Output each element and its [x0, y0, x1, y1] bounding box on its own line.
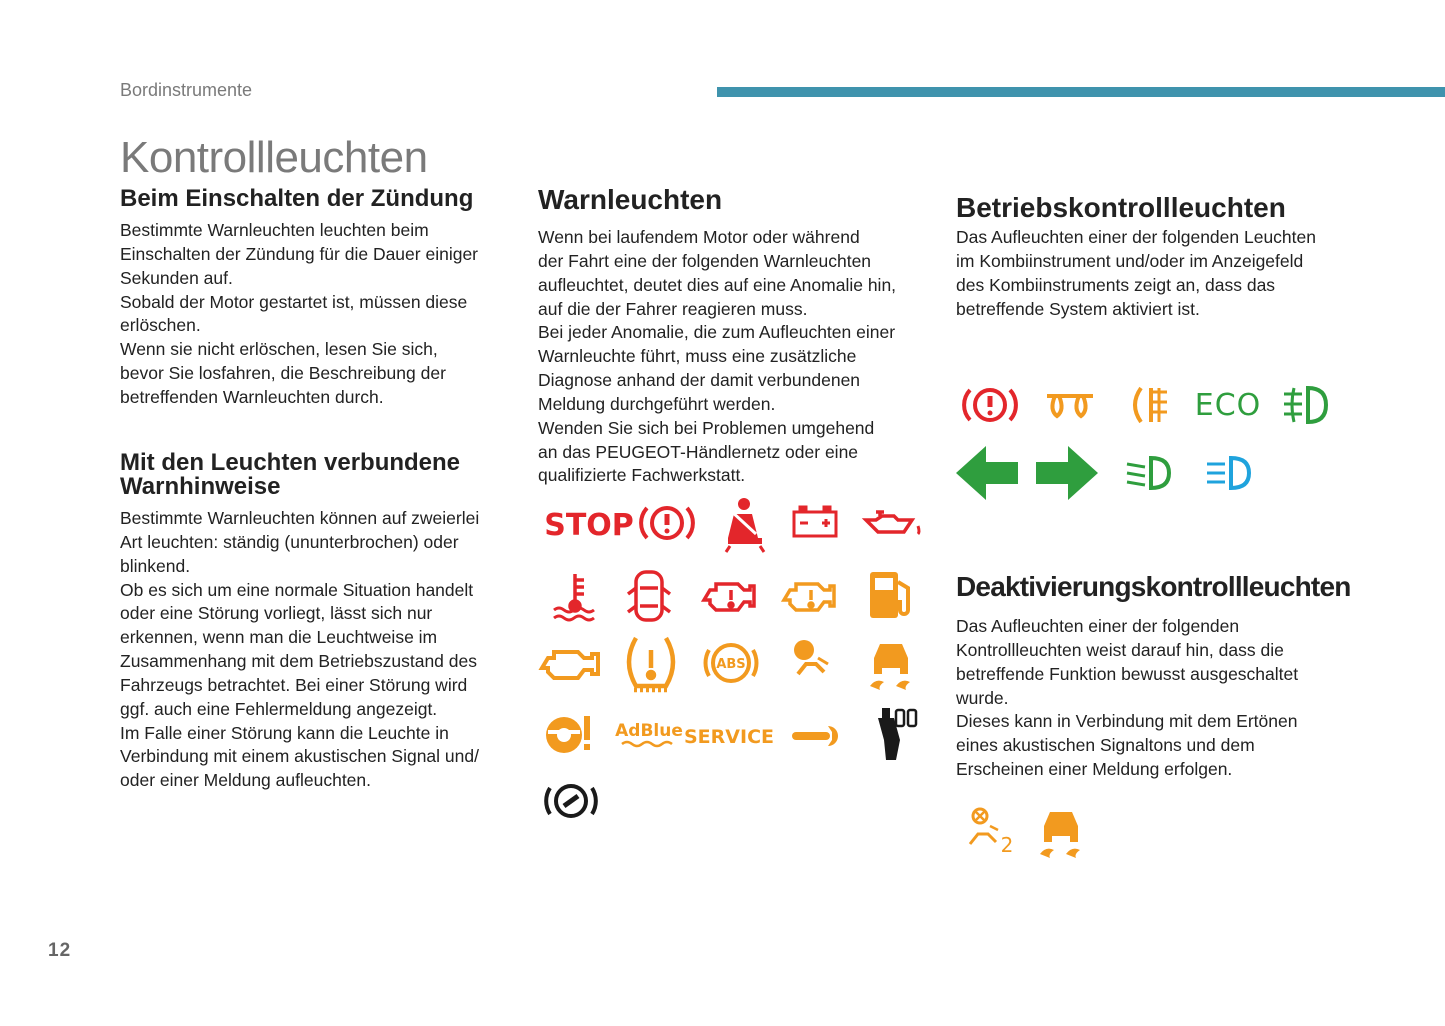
front-fog-light-icon	[1272, 370, 1342, 440]
coolant-temperature-icon	[540, 560, 610, 630]
main-beam-icon	[1195, 438, 1265, 508]
passenger-airbag-off-icon	[960, 800, 1020, 860]
right-turn-indicator-icon	[1030, 438, 1102, 508]
automatic-parking-brake-icon	[536, 766, 606, 836]
eco-label: ECO	[1194, 388, 1262, 423]
battery-warning-icon	[780, 488, 850, 558]
eco-mode-icon	[1190, 370, 1266, 440]
section-text-warnings: Bestimmte Warnleuchten können auf zweierlei Art leuchten: ständig (ununterbrochen) oder blinkend. Ob es sich um eine normale Situation handelt oder eine Störung vorliegt, lässt sich nur erkennen, wenn man die Leuchtweise im Zusammenhang mit dem Betriebszustand des Fahrzeugs betrachtet. Bei einer Störung wird ggf. auch eine Fehlermeldung angezeigt. Im Falle einer Störung kann die Leuchte in Verbindung mit einem akustischen Signal und/ oder einer Meldung aufleuchten.	[120, 508, 480, 791]
left-turn-indicator-icon	[952, 438, 1024, 508]
stop-label: STOP	[544, 508, 634, 543]
section-text-warnleuchten: Wenn bei laufendem Motor oder während der Fahrt eine der folgenden Warnleuchten aufleuchtet, deutet dies auf eine Anomalie hin, auf die der Fahrer reagieren muss. Bei jeder Anomalie, die zum Aufleuchten einer Warnleuchte führt, muss eine zusätzliche Diagnose anhand der damit verbundenen Meldung durchgeführt werden. Wenden Sie sich bei Problemen umgehend an das PEUGEOT-Händlernetz oder eine qualifizierte Fachwerkstatt.	[538, 227, 897, 486]
foot-on-brake-icon	[860, 696, 930, 766]
page-title: Kontrollleuchten	[120, 133, 428, 182]
brake-warning-icon	[632, 488, 702, 558]
section-heading-betrieb: Betriebskontrollleuchten	[956, 192, 1286, 223]
esp-warning-icon	[856, 628, 926, 698]
airbag-index-label: 2	[1000, 833, 1014, 857]
esp-off-icon	[1026, 796, 1096, 866]
page-number: 12	[48, 940, 72, 961]
power-steering-icon	[536, 700, 606, 770]
rear-fog-light-icon	[1115, 370, 1185, 440]
section-heading-warnleuchten: Warnleuchten	[538, 184, 723, 215]
abs-label: ABS	[716, 657, 746, 672]
section-text-deaktivierung: Das Aufleuchten einer der folgenden Kontrollleuchten weist darauf hin, dass die betreffende Funktion bewusst ausgeschaltet wurde. Dieses kann in Verbindung mit dem Ertönen eines akustischen Signaltons und dem Erscheinen einer Meldung erfolgen.	[956, 616, 1299, 780]
stop-warning-icon	[544, 490, 634, 556]
section-heading-warnings: Mit den Leuchten verbundene Warnhinweise	[120, 449, 461, 500]
section-text-betrieb: Das Aufleuchten einer der folgenden Leuchten im Kombiinstrument und/oder im Anzeigefeld des Kombiinstruments zeigt an, dass das betreffende System aktiviert ist.	[956, 227, 1316, 319]
service-label: SERVICE	[684, 726, 774, 748]
maintenance-wrench-icon	[780, 700, 850, 770]
engine-fault-orange-icon	[776, 560, 846, 630]
abs-warning-icon	[696, 628, 766, 698]
seatbelt-warning-icon	[706, 488, 776, 558]
tyre-pressure-icon	[616, 628, 686, 698]
adblue-label: AdBlue	[615, 721, 683, 741]
header-accent-bar	[717, 87, 1445, 97]
adblue-icon	[612, 700, 686, 770]
passenger-airbag-icon	[776, 628, 846, 698]
section-heading-deaktivierung: Deaktivierungskontrollleuchten	[956, 571, 1351, 602]
engine-service-icon	[538, 628, 608, 698]
glow-plugs-icon	[1035, 370, 1105, 440]
dipped-beam-icon	[1115, 438, 1185, 508]
oil-pressure-icon	[856, 488, 926, 558]
section-heading-ignition: Beim Einschalten der Zündung	[120, 185, 474, 212]
chapter-title: Bordinstrumente	[120, 80, 253, 100]
fuel-low-icon	[856, 560, 926, 630]
section-text-ignition: Bestimmte Warnleuchten leuchten beim Einschalten der Zündung für die Dauer einiger Sekunden auf. Sobald der Motor gestartet ist, müssen diese erlöschen. Wenn sie nicht erlöschen, lesen Sie sich, bevor Sie losfahren, die Beschreibung der betreffenden Warnleuchten durch.	[120, 220, 478, 407]
door-open-icon	[614, 560, 684, 630]
service-icon	[684, 700, 774, 770]
engine-fault-red-icon	[696, 560, 766, 630]
parking-brake-engaged-icon	[955, 370, 1025, 440]
